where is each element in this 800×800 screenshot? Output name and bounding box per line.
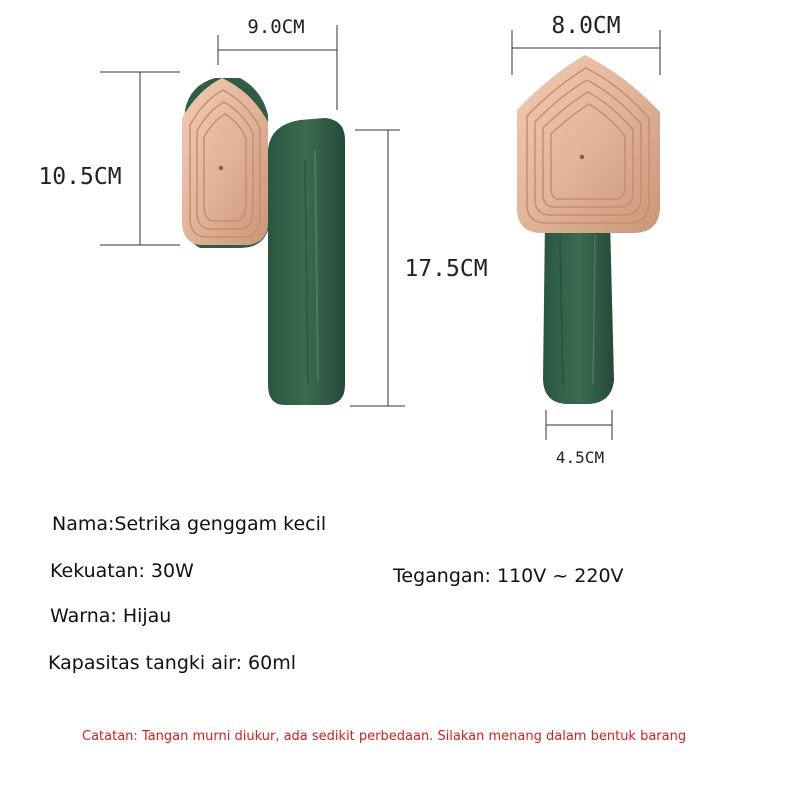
spec-power: Kekuatan: 30W — [50, 560, 194, 582]
mini-iron-side-view — [182, 78, 345, 405]
spec-name: Nama:Setrika genggam kecil — [52, 513, 327, 535]
side-width-label: 9.0CM — [247, 16, 305, 38]
plate-height-label: 10.5CM — [38, 164, 122, 190]
spec-voltage: Tegangan: 110V ~ 220V — [393, 565, 624, 587]
measurement-note: Catatan: Tangan murni diukur, ada sedikit perbedaan. Silakan menang dalam bentuk barang — [82, 729, 687, 744]
plate-height-dimension — [38, 72, 180, 245]
front-width-label: 8.0CM — [551, 13, 621, 39]
spec-color: Warna: Hijau — [50, 605, 172, 627]
total-height-label: 17.5CM — [404, 256, 488, 282]
handle-width-label: 4.5CM — [555, 448, 605, 467]
spec-tank-capacity: Kapasitas tangki air: 60ml — [48, 652, 297, 674]
handle-width-dimension — [546, 410, 612, 467]
mini-iron-front-view — [517, 55, 660, 404]
total-height-dimension — [350, 130, 488, 406]
